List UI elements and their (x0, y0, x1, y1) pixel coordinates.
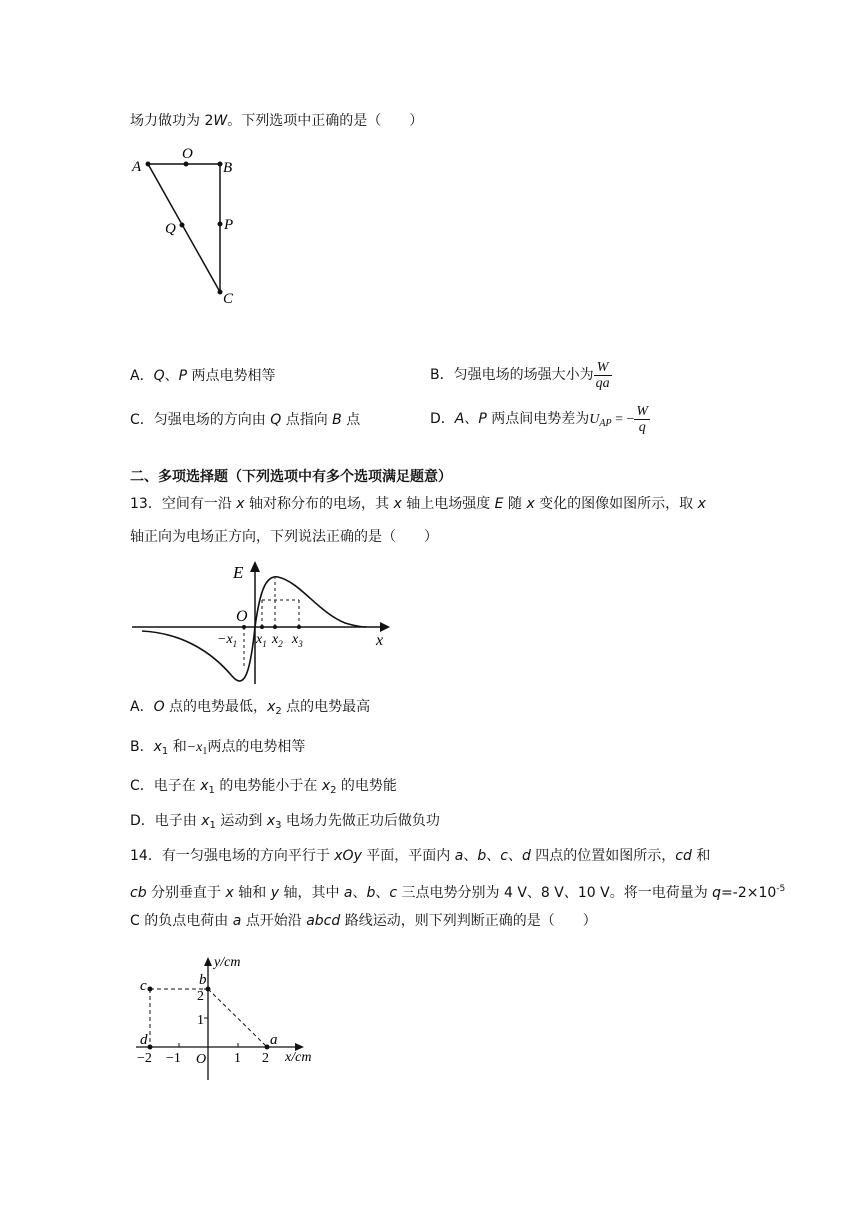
tick-x3: $x_3$ (292, 632, 303, 649)
section-2-title: 二、多项选择题（下列选项中有多个选项满足题意） (130, 469, 452, 485)
tick-y-2: 2 (197, 989, 204, 1004)
q14-stem-line3: C 的负点电荷由 a 点开始沿 abcd 路线运动，则下列判断正确的是（ ） (130, 913, 597, 929)
tick-y-1: 1 (197, 1013, 204, 1028)
q13-option-a: A．O 点的电势最低，$x_2$ 点的电势最高 (130, 699, 371, 717)
q14-stem-line1: 14．有一匀强电场的方向平行于 xOy 平面，平面内 a、b、c、d 四点的位置如图所示，cd 和 (130, 848, 711, 864)
q13-stem-line2: 轴正向为电场正方向，下列说法正确的是（ ） (130, 529, 438, 545)
tick-x-neg2: −2 (137, 1051, 152, 1066)
tick-neg-x1: $-x_1$ (217, 632, 238, 649)
q13-option-b: B．$x_1$ 和$-x_1$两点的电势相等 (130, 739, 306, 757)
q12-option-c: C．匀强电场的方向由 Q 点指向 B 点 (130, 412, 361, 428)
origin-label-O: O (196, 1052, 207, 1067)
q12-option-a: A．Q、P 两点电势相等 (130, 368, 276, 384)
point-label-c: c (140, 978, 147, 994)
origin-label-O: O (236, 608, 248, 625)
label-C: C (223, 291, 234, 307)
point-label-b: b (199, 972, 207, 988)
tick-x1: $x_1$ (256, 632, 267, 649)
tick-x2: $x_2$ (272, 632, 283, 649)
label-O: O (182, 146, 193, 162)
tick-x-2: 2 (262, 1051, 269, 1066)
q13-option-c: C．电子在 $x_1$ 的电势能小于在 $x_2$ 的电势能 (130, 778, 397, 796)
fraction-W-over-q: $\frac{W}{q}$ (636, 403, 649, 435)
label-A: A (132, 159, 142, 175)
axis-label-y: y/cm (214, 955, 241, 970)
tick-x-neg1: −1 (166, 1051, 181, 1066)
q12-option-d: D．A、P 两点间电势差为$U_{AP}$ = − $\frac{W}{q}$ (430, 403, 649, 435)
point-label-a: a (270, 1032, 278, 1048)
axis-label-x: x (376, 632, 384, 649)
q14-stem-line2: cb 分别垂直于 x 轴和 y 轴，其中 a、b、c 三点电势分别为 4 V、8 V、10 V。将一电荷量为 $q=-2\times 10^{-5}$ (130, 884, 786, 901)
fraction-W-over-qa: $\frac{W}{qa}$ (595, 359, 610, 391)
label-P: P (224, 217, 234, 233)
tick-x-1: 1 (234, 1051, 241, 1066)
label-B: B (223, 160, 233, 176)
q13-option-d: D．电子由 $x_1$ 运动到 $x_3$ 电场力先做正功后做负功 (130, 813, 440, 831)
axis-label-E: E (233, 563, 244, 582)
axis-label-x: x/cm (285, 1050, 312, 1065)
label-Q: Q (165, 221, 176, 237)
point-label-d: d (140, 1032, 148, 1048)
q12-option-b: B．匀强电场的场强大小为 $\frac{W}{qa}$ (430, 359, 610, 391)
q13-stem-line1: 13．空间有一沿 x 轴对称分布的电场，其 x 轴上电场强度 E 随 x 变化的图像如图所示，取 x (130, 496, 706, 512)
q12-intro: 场力做功为 2W。下列选项中正确的是（ ） (130, 113, 424, 129)
